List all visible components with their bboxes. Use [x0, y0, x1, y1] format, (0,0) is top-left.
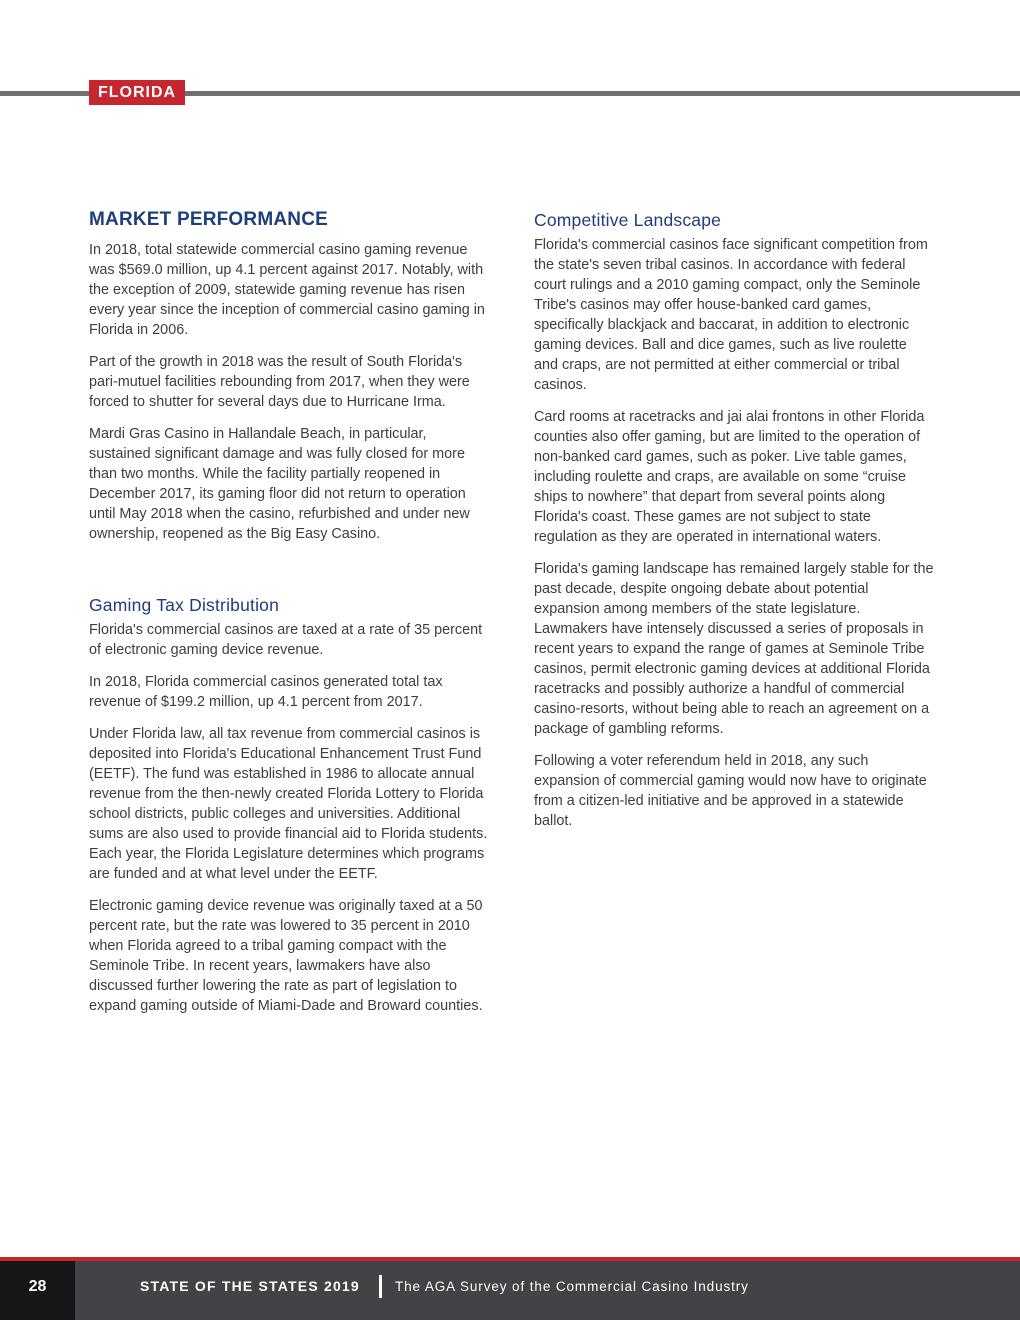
competitive-paragraph-2: Card rooms at racetracks and jai alai frontons in other Florida counties also offer gaming, but are limited to the operation of non-banked card games, such as poker. Live table games, including roulette and craps, are available on some “cruise ships to nowhere” that depart from several points along Florida's coast. These games are not subject to state regulation as they are operated in international waters.	[534, 409, 925, 545]
market-paragraph-1: In 2018, total statewide commercial casino gaming revenue was $569.0 million, up 4.1 percent against 2017. Notably, with the exception of 2009, statewide gaming revenue has risen every year since the inception of commercial casino gaming in Florida in 2006.	[89, 242, 485, 338]
market-paragraph-3: Mardi Gras Casino in Hallandale Beach, in particular, sustained significant damage and was fully closed for more than two months. While the facility partially reopened in December 2017, its gaming floor did not return to operation until May 2018 when the casino, refurbished and under new ownership, reopened as the Big Easy Casino.	[89, 426, 470, 542]
footer-divider	[379, 1275, 382, 1298]
competitive-paragraph-4: Following a voter referendum held in 2018, any such expansion of commercial gaming would now have to originate from a citizen-led initiative and be approved in a statewide ballot.	[534, 753, 927, 829]
market-performance-heading: MARKET PERFORMANCE	[89, 209, 328, 230]
tax-paragraph-2: In 2018, Florida commercial casinos generated total tax revenue of $199.2 million, up 4.1 percent from 2017.	[89, 674, 443, 710]
left-column	[89, 206, 489, 1028]
page-number: 28	[0, 1261, 75, 1320]
gaming-tax-heading: Gaming Tax Distribution	[89, 595, 280, 615]
market-paragraph-2: Part of the growth in 2018 was the result of South Florida's pari-mutuel facilities rebounding from 2017, when they were forced to shutter for several days due to Hurricane Irma.	[89, 354, 470, 410]
competitive-landscape-heading: Competitive Landscape	[534, 210, 722, 230]
state-label-tag: FLORIDA	[89, 80, 185, 105]
tax-paragraph-3: Under Florida law, all tax revenue from commercial casinos is deposited into Florida's Educational Enhancement Trust Fund (EETF). The fund was established in 1986 to allocate annual revenue from the then-newly created Florida Lottery to Florida school districts, public colleges and universities. Additional sums are also used to provide financial aid to Florida students. Each year, the Florida Legislature determines which programs are funded and at what level under the EETF.	[89, 726, 488, 882]
report-subtitle: The AGA Survey of the Commercial Casino Industry	[395, 1279, 749, 1294]
tax-paragraph-1: Florida's commercial casinos are taxed at a rate of 35 percent of electronic gaming device revenue.	[89, 622, 483, 658]
report-title: STATE OF THE STATES 2019	[140, 1278, 360, 1294]
tax-paragraph-4: Electronic gaming device revenue was originally taxed at a 50 percent rate, but the rate was lowered to 35 percent in 2010 when Florida agreed to a tribal gaming compact with the Seminole Tribe. In recent years, lawmakers have also discussed further lowering the rate as part of legislation to expand gaming outside of Miami-Dade and Broward counties.	[89, 898, 483, 1014]
competitive-paragraph-1: Florida's commercial casinos face significant competition from the state's seven tribal casinos. In accordance with federal court rulings and a 2010 gaming compact, only the Seminole Tribe's casinos may offer house-banked card games, specifically blackjack and baccarat, in addition to electronic gaming devices. Ball and dice games, such as live roulette and craps, are not permitted at either commercial or tribal casinos.	[534, 237, 928, 393]
right-column	[534, 207, 934, 843]
competitive-paragraph-3: Florida's gaming landscape has remained largely stable for the past decade, despite ongoing debate about potential expansion among members of the state legislature. Lawmakers have intensely discussed a series of proposals in recent years to expand the range of games at Seminole Tribe casinos, permit electronic gaming devices at additional Florida racetracks and possibly authorize a handful of commercial casino-resorts, without being able to reach an agreement on a package of gambling reforms.	[534, 561, 934, 737]
section-gap	[89, 556, 489, 592]
